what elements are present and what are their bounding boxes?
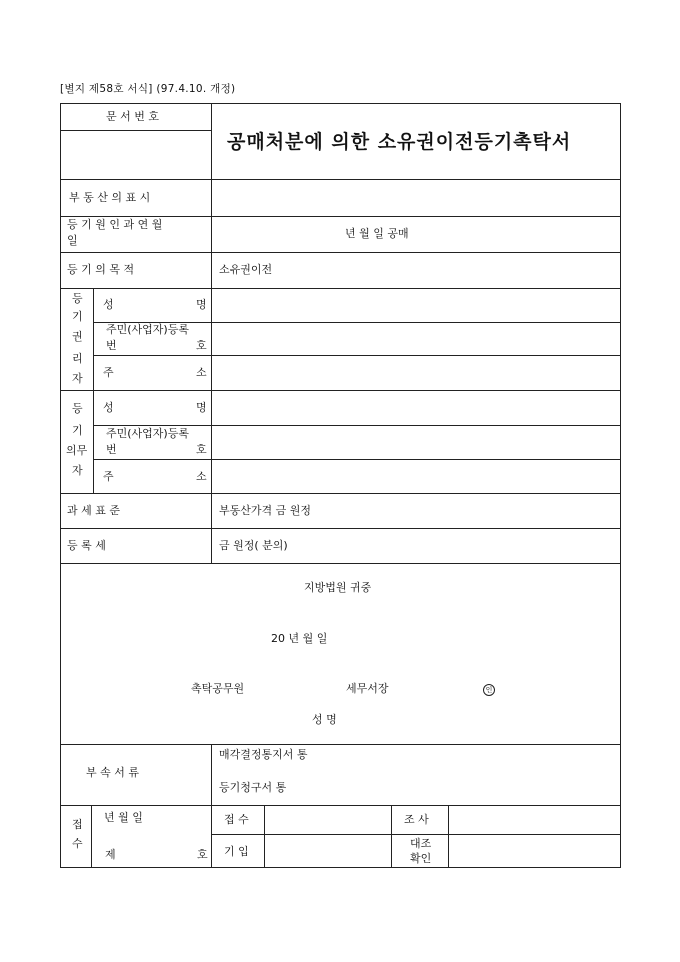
check-label: 대조 xyxy=(410,837,432,850)
attachment-item: 등기청구서 통 xyxy=(219,781,287,794)
obligor-group-label: 기 xyxy=(72,424,83,437)
obligor-addr-label: 주 xyxy=(103,470,114,483)
holder-group-label: 자 xyxy=(72,372,83,385)
tax-base-label: 과 세 표 준 xyxy=(67,504,120,517)
obligor-name-label: 성 xyxy=(103,401,114,414)
holder-addr-label: 소 xyxy=(196,366,207,379)
holder-reg-label: 주민(사업자)등록 xyxy=(106,323,189,336)
holder-group-label: 기 xyxy=(72,310,83,323)
purpose-value: 소유권이전 xyxy=(219,263,273,276)
doc-number-label: 문 서 번 호 xyxy=(106,110,159,123)
seal-icon xyxy=(483,682,495,696)
form-title: 공매처분에 의한 소유권이전등기촉탁서 xyxy=(227,131,572,153)
review-label: 조 사 xyxy=(404,813,429,826)
holder-name-label: 명 xyxy=(196,298,207,311)
official-title: 세무서장 xyxy=(346,682,389,695)
attachments-label: 부 속 서 류 xyxy=(86,766,139,779)
obligor-addr-label: 소 xyxy=(196,470,207,483)
receipt-field-label: 접 수 xyxy=(224,813,249,826)
cause-label: 등 기 원 인 과 연 월 xyxy=(67,218,163,231)
obligor-group-label: 의무 xyxy=(66,444,88,457)
cause-value: 년 월 일 공매 xyxy=(345,227,409,240)
receipt-label: 접 xyxy=(72,818,83,831)
form-header: [별지 제58호 서식] (97.4.10. 개정) xyxy=(60,83,236,95)
commission-form xyxy=(60,103,621,868)
reg-tax-value: 금 원정( 분의) xyxy=(219,539,288,552)
obligor-group-label: 자 xyxy=(72,464,83,477)
holder-reg-label: 호 xyxy=(196,339,207,352)
holder-name-label: 성 xyxy=(103,298,114,311)
holder-addr-label: 주 xyxy=(103,366,114,379)
obligor-name-label: 명 xyxy=(196,401,207,414)
signature-label: 성 명 xyxy=(312,713,337,726)
check-label: 확인 xyxy=(410,852,432,865)
entry-field-label: 기 입 xyxy=(224,845,249,858)
obligor-group-label: 등 xyxy=(72,402,83,415)
obligor-reg-label: 번 xyxy=(106,443,117,456)
cause-label-cont: 일 xyxy=(67,234,78,247)
purpose-label: 등 기 의 목 적 xyxy=(67,263,135,276)
holder-group-label: 리 xyxy=(72,352,83,365)
reg-tax-label: 등 록 세 xyxy=(67,539,106,552)
obligor-reg-label: 주민(사업자)등록 xyxy=(106,427,189,440)
tax-base-value: 부동산가격 금 원정 xyxy=(219,504,312,517)
receipt-number-label: 호 xyxy=(197,848,208,861)
official-label: 촉탁공무원 xyxy=(191,682,245,695)
holder-reg-label: 번 xyxy=(106,339,117,352)
attachment-item: 매각결정통지서 통 xyxy=(219,748,308,761)
date-line: 20 년 월 일 xyxy=(271,632,328,645)
obligor-reg-label: 호 xyxy=(196,443,207,456)
property-label: 부 동 산 의 표 시 xyxy=(69,191,151,204)
receipt-date-label: 년 월 일 xyxy=(104,811,143,824)
receipt-label: 수 xyxy=(72,837,83,850)
receipt-number-label: 제 xyxy=(105,848,116,861)
addressee: 지방법원 귀중 xyxy=(304,581,372,594)
seal-mark: 인 xyxy=(483,684,495,696)
holder-group-label: 등 xyxy=(72,292,83,305)
holder-group-label: 권 xyxy=(72,330,83,343)
